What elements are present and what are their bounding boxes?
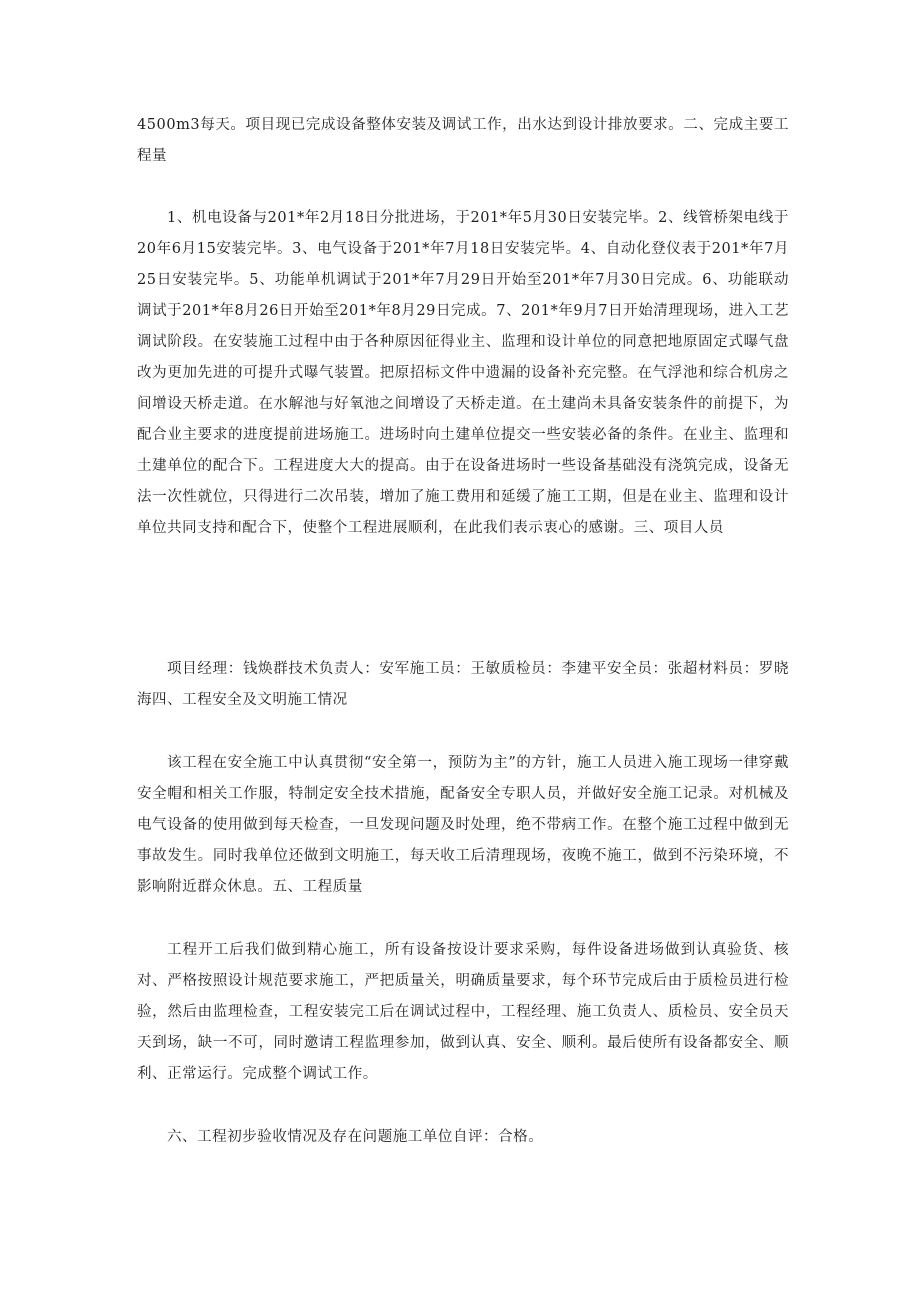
paragraph-project-staff: 项目经理：钱焕群技术负责人：安军施工员：王敏质检员：李建平安全员：张超材料员：罗晓海四、工程安全及文明施工情况 xyxy=(137,661,789,708)
paragraph-safety: 该工程在安全施工中认真贯彻“安全第一，预防为主”的方针，施工人员进入施工现场一律穿戴安全帽和相关工作服，特制定安全技术措施，配备安全专职人员，并做好安全施工记录。对机械及电气设备的使用做到每天检查，一旦发现问题及时处理，绝不带病工作。在整个施工过程中做到无事故发生。同时我单位还做到文明施工，每天收工后清理现场，夜晚不施工，做到不污染环境，不影响附近群众休息。五、工程质量 xyxy=(137,755,789,895)
paragraph-acceptance: 六、工程初步验收情况及存在问题施工单位自评：合格。 xyxy=(167,1129,544,1145)
paragraph-intro: 4500m3每天。项目现已完成设备整体安装及调试工作，出水达到设计排放要求。二、完成主要工程量 xyxy=(137,117,789,164)
paragraph-quality: 工程开工后我们做到精心施工，所有设备按设计要求采购，每件设备进场做到认真验货、核对、严格按照设计规范要求施工，严把质量关，明确质量要求，每个环节完成后由于质检员进行检验，然后由监理检查，工程安装完工后在调试过程中，工程经理、施工负责人、质检员、安全员天天到场，缺一不可，同时邀请工程监理参加，做到认真、安全、顺利。最后使所有设备都安全、顺利、正常运行。完成整个调试工作。 xyxy=(137,942,789,1082)
paragraph-main-work: 1、机电设备与201*年2月18日分批进场，于201*年5月30日安装完毕。2、线管桥架电线于20年6月15安装完毕。3、电气设备于201*年7月18日安装完毕。4、自动化登仪表于201*年7月25日安装完毕。5、功能单机调试于201*年7月29日开始至201*年7月30日完成。6、功能联动调试于201*年8月26日开始至201*年8月29日完成。7、201*年9月7日开始清理现场，进入工艺调试阶段。在安装施工过程中由于各种原因征得业主、监理和设计单位的同意把地原固定式曝气盘改为更加先进的可提升式曝气装置。把原招标文件中遗漏的设备补充完整。在气浮池和综合机房之间增设天桥走道。在水解池与好氧池之间增设了天桥走道。在土建尚未具备安装条件的前提下，为配合业主要求的进度提前进场施工。进场时向土建单位提交一些安装必备的条件。在业主、监理和土建单位的配合下。工程进度大大的提高。由于在设备进场时一些设备基础没有浇筑完成，设备无法一次性就位，只得进行二次吊装，增加了施工费用和延缓了施工工期，但是在业主、监理和设计单位共同支持和配合下，使整个工程进展顺利，在此我们表示衷心的感谢。三、项目人员 xyxy=(137,210,789,536)
